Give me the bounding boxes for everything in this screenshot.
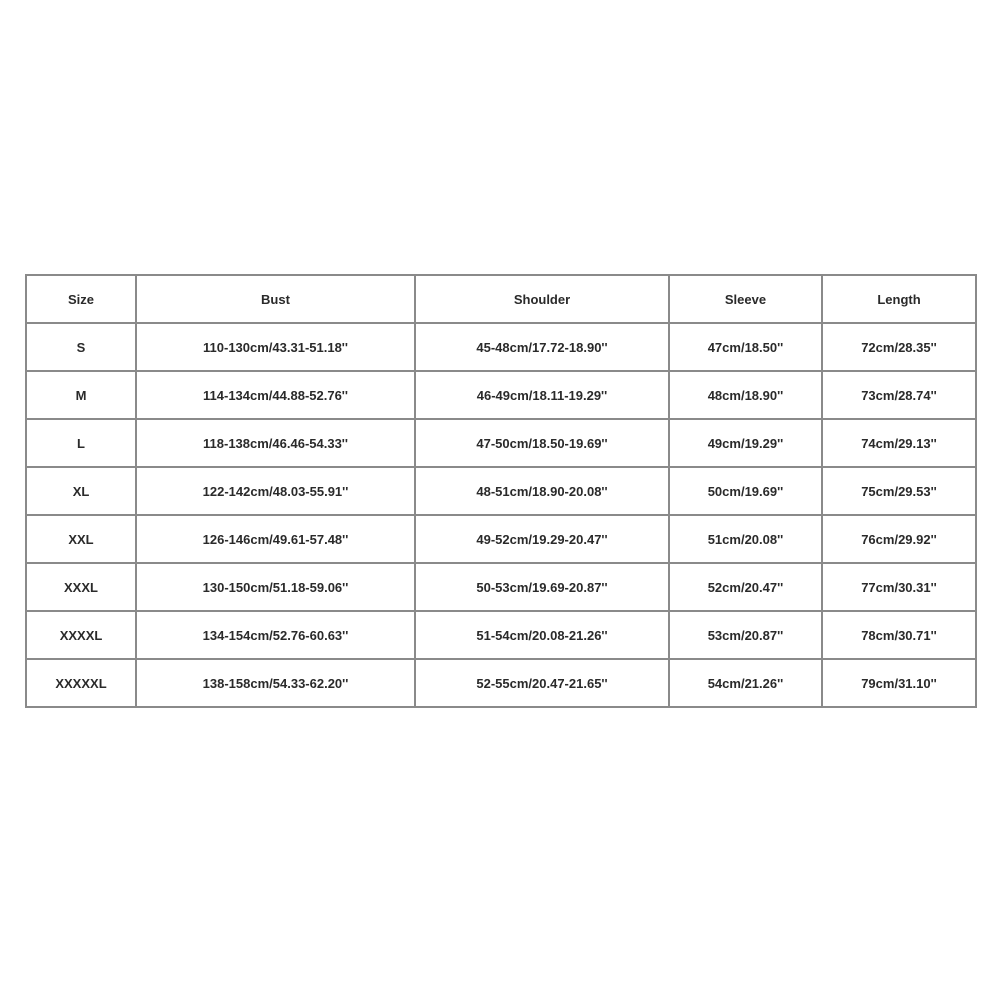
length-cell: 79cm/31.10'' (822, 659, 976, 707)
shoulder-cell: 50-53cm/19.69-20.87'' (415, 563, 669, 611)
shoulder-cell: 52-55cm/20.47-21.65'' (415, 659, 669, 707)
shoulder-cell: 51-54cm/20.08-21.26'' (415, 611, 669, 659)
header-shoulder: Shoulder (415, 275, 669, 323)
table-row (26, 563, 976, 611)
sleeve-cell: 49cm/19.29'' (669, 419, 822, 467)
bust-cell: 126-146cm/49.61-57.48'' (136, 515, 415, 563)
bust-cell: 110-130cm/43.31-51.18'' (136, 323, 415, 371)
sleeve-cell: 48cm/18.90'' (669, 371, 822, 419)
size-cell: M (26, 371, 136, 419)
header-row (26, 275, 976, 323)
shoulder-cell: 49-52cm/19.29-20.47'' (415, 515, 669, 563)
length-cell: 77cm/30.31'' (822, 563, 976, 611)
size-chart-body (26, 323, 976, 707)
bust-cell: 114-134cm/44.88-52.76'' (136, 371, 415, 419)
sleeve-cell: 50cm/19.69'' (669, 467, 822, 515)
table-row (26, 515, 976, 563)
size-cell: XL (26, 467, 136, 515)
shoulder-cell: 45-48cm/17.72-18.90'' (415, 323, 669, 371)
table-row (26, 419, 976, 467)
table-row (26, 371, 976, 419)
shoulder-cell: 48-51cm/18.90-20.08'' (415, 467, 669, 515)
header-bust: Bust (136, 275, 415, 323)
sleeve-cell: 53cm/20.87'' (669, 611, 822, 659)
table-row (26, 611, 976, 659)
sleeve-cell: 47cm/18.50'' (669, 323, 822, 371)
size-cell: L (26, 419, 136, 467)
length-cell: 74cm/29.13'' (822, 419, 976, 467)
header-size: Size (26, 275, 136, 323)
size-chart-table (25, 274, 977, 708)
length-cell: 72cm/28.35'' (822, 323, 976, 371)
length-cell: 76cm/29.92'' (822, 515, 976, 563)
size-cell: XXXXXL (26, 659, 136, 707)
length-cell: 75cm/29.53'' (822, 467, 976, 515)
bust-cell: 122-142cm/48.03-55.91'' (136, 467, 415, 515)
sleeve-cell: 54cm/21.26'' (669, 659, 822, 707)
size-cell: XXL (26, 515, 136, 563)
shoulder-cell: 47-50cm/18.50-19.69'' (415, 419, 669, 467)
table-row (26, 467, 976, 515)
bust-cell: 118-138cm/46.46-54.33'' (136, 419, 415, 467)
bust-cell: 130-150cm/51.18-59.06'' (136, 563, 415, 611)
length-cell: 78cm/30.71'' (822, 611, 976, 659)
length-cell: 73cm/28.74'' (822, 371, 976, 419)
table-row (26, 659, 976, 707)
sleeve-cell: 51cm/20.08'' (669, 515, 822, 563)
size-cell: XXXL (26, 563, 136, 611)
header-sleeve: Sleeve (669, 275, 822, 323)
size-cell: S (26, 323, 136, 371)
bust-cell: 138-158cm/54.33-62.20'' (136, 659, 415, 707)
size-cell: XXXXL (26, 611, 136, 659)
bust-cell: 134-154cm/52.76-60.63'' (136, 611, 415, 659)
table-row (26, 323, 976, 371)
header-length: Length (822, 275, 976, 323)
sleeve-cell: 52cm/20.47'' (669, 563, 822, 611)
shoulder-cell: 46-49cm/18.11-19.29'' (415, 371, 669, 419)
